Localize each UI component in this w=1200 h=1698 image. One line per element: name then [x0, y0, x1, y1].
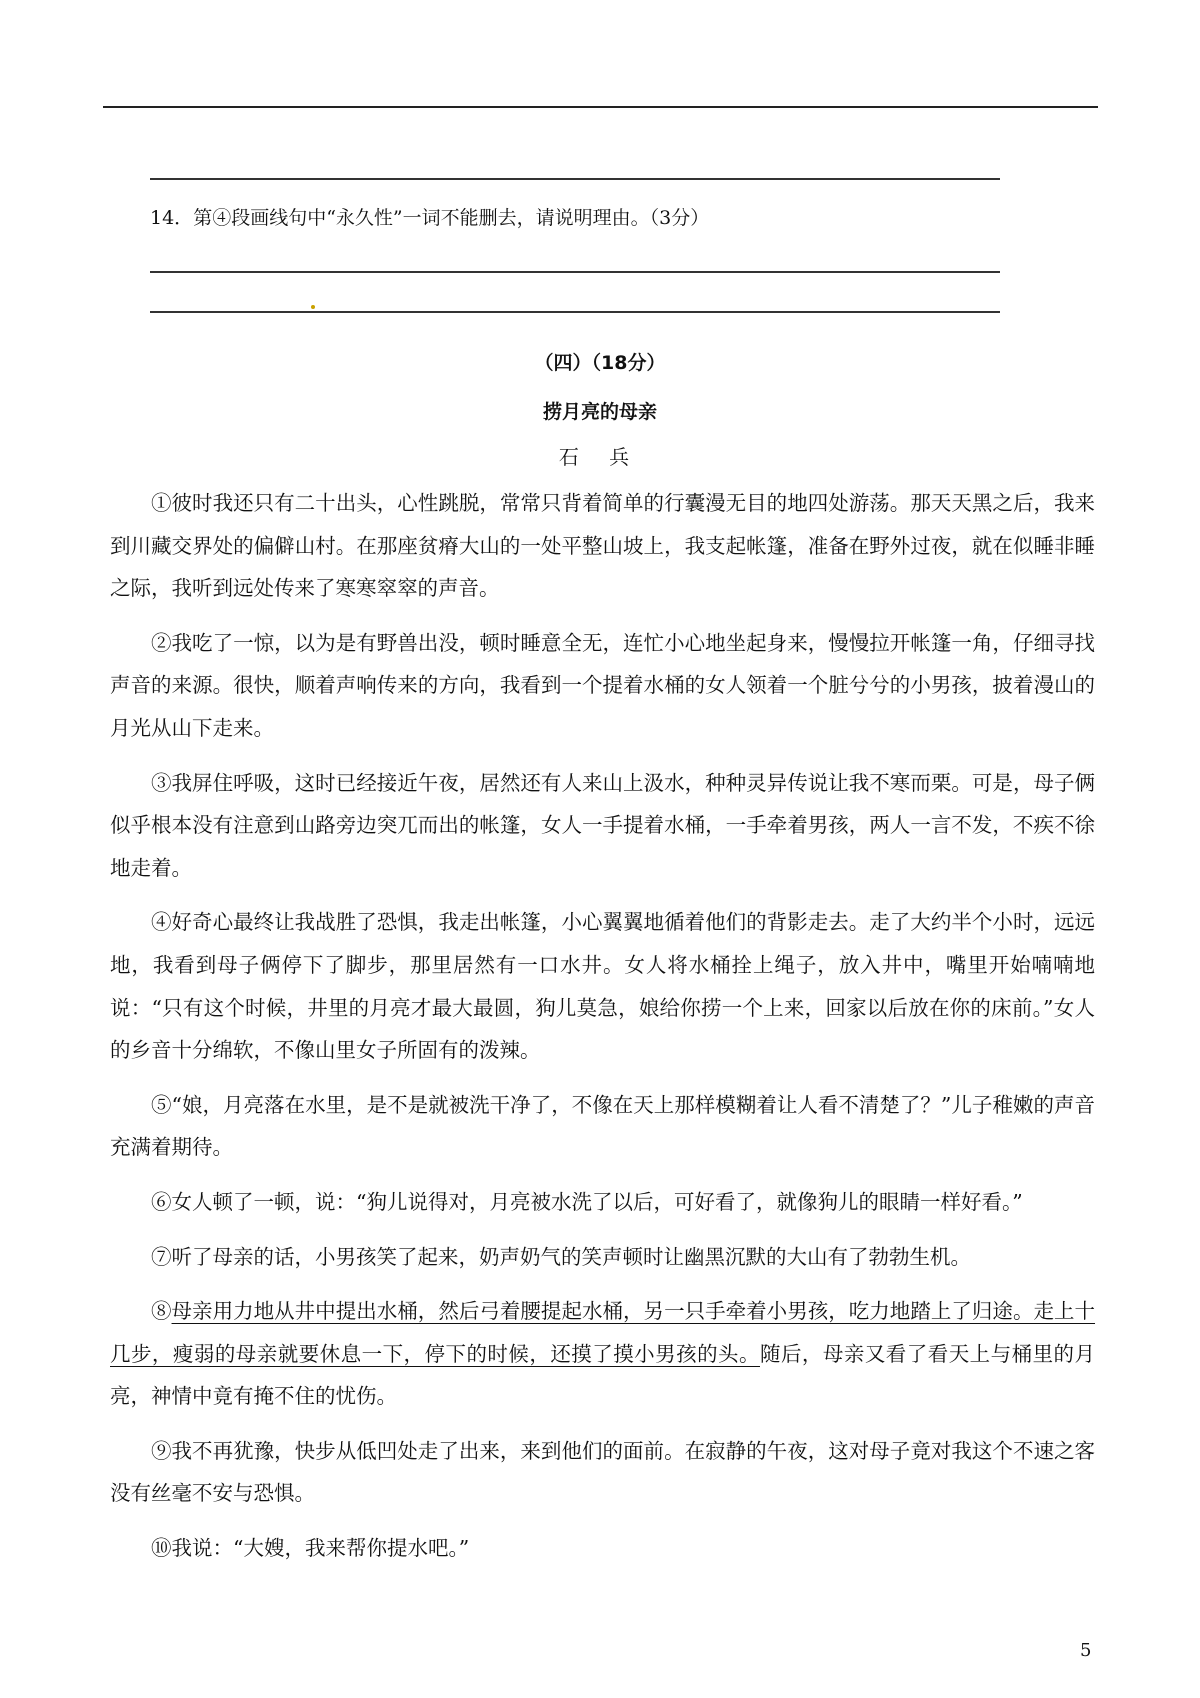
paragraph-marker: ⑩: [151, 1536, 172, 1561]
paragraph-marker: ⑦: [151, 1244, 172, 1269]
paragraph-marker: ⑤: [151, 1092, 172, 1117]
paragraph-1: [110, 482, 1095, 610]
paragraph-marker: ⑥: [151, 1189, 172, 1214]
paragraph-text: 我说：“大嫂，我来帮你提水吧。”: [171, 1536, 470, 1561]
paragraph-marker: ⑨: [151, 1438, 172, 1463]
paragraph-text: 我屏住呼吸，这时已经接近午夜，居然还有人来山上汲水，种种灵异传说让我不寒而栗。可是，母子俩似乎根本没有注意到山路旁边突兀而出的帐篷，女人一手提着水桶，一手牵着男孩，两人一言不发，不疾不徐地走着。: [110, 770, 1096, 880]
paragraph-6: [110, 1181, 1095, 1224]
paragraph-4: [110, 901, 1095, 1071]
paragraph-text: 听了母亲的话，小男孩笑了起来，奶声奶气的笑声顿时让幽黑沉默的大山有了勃勃生机。: [171, 1244, 971, 1269]
paragraph-3: [110, 762, 1095, 890]
question-number: 14．: [150, 207, 194, 229]
article-body: [110, 482, 1095, 1582]
question-text: 第④段画线句中“永久性”一词不能删去，请说明理由。（3分）: [193, 207, 710, 229]
paragraph-text: 好奇心最终让我战胜了恐惧，我走出帐篷，小心翼翼地循着他们的背影走去。走了大约半个小时，远远地，我看到母子俩停下了脚步，那里居然有一口水井。女人将水桶拴上绳子，放入井中，嘴里开始喃喃地说：“只有这个时候，井里的月亮才最大最圆，狗儿莫急，娘给你捞一个上来，回家以后放在你的床前。”女人的乡音十分绵软，不像山里女子所固有的泼辣。: [110, 910, 1096, 1063]
question-14: [150, 203, 709, 233]
underlined-sentence: 母亲用力地从井中提出水桶，然后弓着腰提起水桶，另一只手牵着小男孩，吃力地踏上了归途。走上十几步，瘦弱的母亲就要休息一下，停下的时候，还摸了摸小男孩的头。: [110, 1299, 1096, 1366]
answer-line-2: [150, 271, 1000, 273]
paragraph-10: [110, 1527, 1095, 1570]
paragraph-8: [110, 1290, 1095, 1418]
stray-mark: [311, 305, 315, 309]
paragraph-marker: ⑧: [151, 1299, 172, 1324]
paragraph-text: “娘，月亮落在水里，是不是就被洗干净了，不像在天上那样模糊着让人看不清楚了？”儿子稚嫩的声音充满着期待。: [110, 1092, 1095, 1160]
answer-line-3: [150, 311, 1000, 313]
paragraph-7: [110, 1236, 1095, 1279]
paragraph-text: 彼时我还只有二十出头，心性跳脱，常常只背着简单的行囊漫无目的地四处游荡。那天天黑之后，我来到川藏交界处的偏僻山村。在那座贫瘠大山的一处平整山坡上，我支起帐篷，准备在野外过夜，就在似睡非睡之际，我听到远处传来了寒寒窣窣的声音。: [110, 491, 1096, 601]
paragraph-marker: ③: [151, 770, 172, 795]
paragraph-2: [110, 622, 1095, 750]
paragraph-marker: ②: [151, 630, 172, 655]
answer-line-1: [150, 178, 1000, 180]
header-rule: [103, 106, 1098, 108]
page-number: 5: [1080, 1640, 1092, 1661]
paragraph-text: 我吃了一惊，以为是有野兽出没，顿时睡意全无，连忙小心地坐起身来，慢慢拉开帐篷一角，仔细寻找声音的来源。很快，顺着声响传来的方向，我看到一个提着水桶的女人领着一个脏兮兮的小男孩，披着漫山的月光从山下走来。: [110, 630, 1096, 740]
article-title: 捞月亮的母亲: [542, 401, 657, 423]
paragraph-marker: ④: [151, 910, 172, 935]
paragraph-text: 随后，母亲又看了看天上与桶里的月亮，神情中竟有掩不住的忧伤。: [110, 1341, 1096, 1409]
article-author: 石 兵: [558, 445, 642, 469]
paragraph-text: 我不再犹豫，快步从低凹处走了出来，来到他们的面前。在寂静的午夜，这对母子竟对我这个不速之客没有丝毫不安与恐惧。: [110, 1438, 1096, 1506]
paragraph-marker: ①: [151, 491, 172, 515]
paragraph-9: [110, 1430, 1095, 1515]
paragraph-5: [110, 1084, 1095, 1169]
paragraph-text: 女人顿了一顿，说：“狗儿说得对，月亮被水洗了以后，可好看了，就像狗儿的眼睛一样好看。”: [171, 1189, 1023, 1214]
section-heading: （四）（18分）: [534, 352, 666, 374]
